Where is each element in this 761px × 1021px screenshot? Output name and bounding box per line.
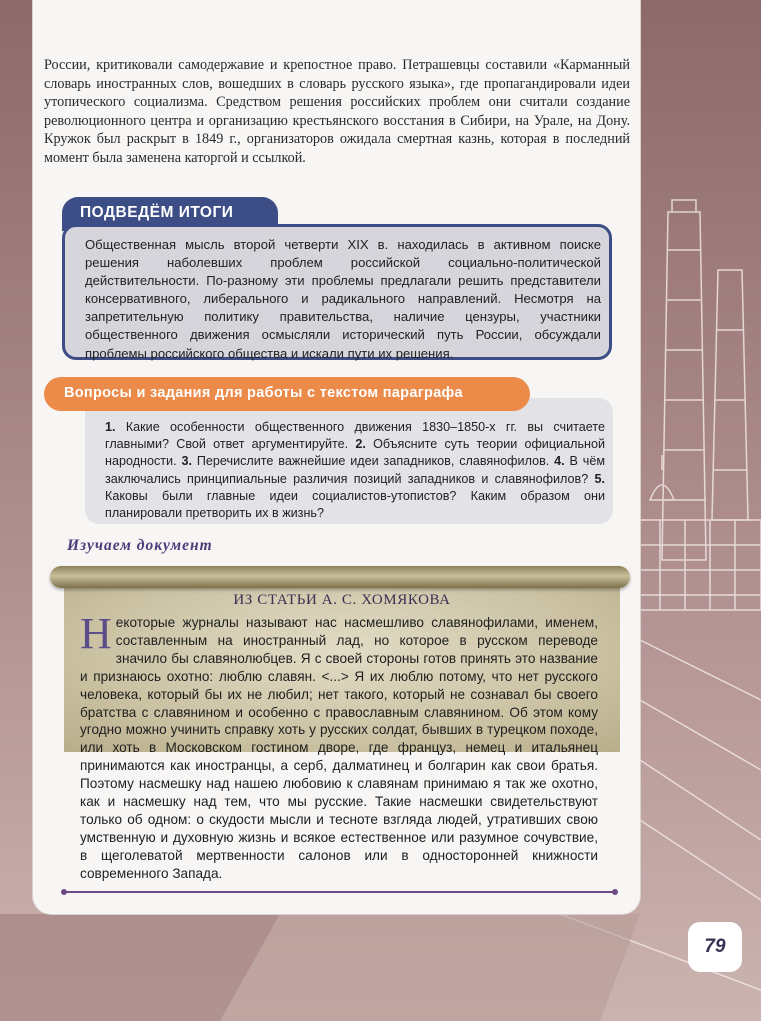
scroll-roll [50,566,630,588]
question-text: В чём заключались принципиальные различия позиций западников и славянофилов? [105,454,606,486]
question-number: 5. [594,471,605,486]
document-title: ИЗ СТАТЬИ А. С. ХОМЯКОВА [233,592,451,608]
question-number: 4. [554,454,565,469]
question-text: Каковы были главные идеи социалистов-утопистов? Каким образом они планировали претворить их в жизнь? [105,488,605,521]
document-section-heading: Изучаем документ [67,537,213,554]
page-number: 79 [688,922,742,972]
drop-cap: Н [80,609,112,658]
question-number: 2. [355,437,366,452]
question-number: 3. [181,454,192,469]
questions-box [85,398,613,524]
intro-paragraph: России, критиковали самодержавие и крепостное право. Петрашевцы составили «Карманный словарь иностранных слов, вошедших в словарь русского языка», где пропагандировали идеи утопического социализма. Средством решения российских проблем они считали создание революционного центра и организацию крестьянского восстания в Сибири, на Урале, на Дону. Кружок был раскрыт в 1849 г., организаторов ожидала смертная казнь, которая в последний момент была заменена каторгой и ссылкой. [44,57,630,166]
question-text: Объясните суть теории официальной народности. [105,437,605,469]
document-body: екоторые журналы называют нас насмешливо славянофилами, именем, составленным на иностранный лад, но которое в русском переводе значило бы славянолюбцев. Я с своей стороны готов принять это название и признаюсь охотно: люблю славян. <...> Я их люблю потому, что нет русского человека, который бы их не любил; нет такого, который не сознавал бы своего братства с славянином и особенно с православным славянином. Об этом кому угодно можно учинить справку хоть у русских солдат, бывших в турецком походе, или хоть в Московском гостином дворе, где француз, немец и итальянец принимаются как иностранцы, а серб, далматинец и болгарин как свои братья. Поэтому насмешку над нашею любовию к славянам принимаю я так же охотно, как и насмешку над тем, что мы русские. Такие насмешки свидетельствуют только об одном: о скудости мысли и тесноте взгляда людей, утративших свою умственную и духовную жизнь и всякое естественное или разумное сочувствие, в щеголеватой мертвенности салонов или в односторонней книжности современного Запада. [80,615,598,881]
document-text [80,609,598,883]
summary-box: Общественная мысль второй четверти XIX в. находилась в активном поиске решения наболевших проблем российской социально-политической действительности. По-разному эти проблемы предлагали решить представители консервативного, либерального и радикального направлений. Несмотря на запретительную политику правительства, наличие цензуры, участники общественного движения осмысляли исторический путь России, обсуждали проблемы российского общества и искали пути их решения. [62,224,612,360]
bottom-divider [64,891,615,893]
question-number: 1. [105,420,116,434]
summary-title: ПОДВЕДЁМ ИТОГИ [62,197,278,231]
question-text: Перечислите важнейшие идеи западников, славянофилов. [196,454,550,469]
questions-title: Вопросы и задания для работы с текстом параграфа [44,377,530,411]
question-text: Какие особенности общественного движения 1830–1850-х гг. вы считаете главными? Свой ответ аргументируйте. [105,420,605,452]
